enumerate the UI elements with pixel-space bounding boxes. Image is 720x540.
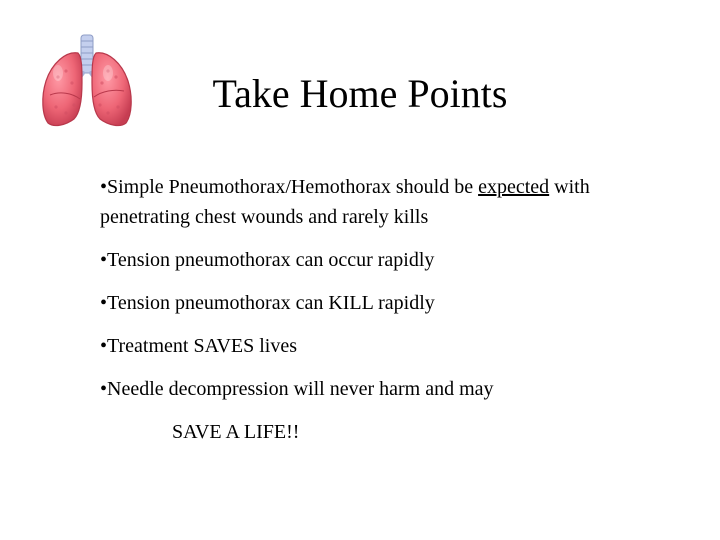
- lungs-icon: [36, 33, 138, 129]
- bullet-continuation: SAVE A LIFE!!: [172, 421, 300, 443]
- bullet-item: [100, 172, 660, 232]
- emphasized-word: expected: [478, 176, 550, 198]
- bullet-item: •Tension pneumothorax can occur rapidly: [100, 249, 435, 271]
- bullet-text: •Simple Pneumothorax/Hemothorax should be: [100, 176, 479, 198]
- bullet-item: •Tension pneumothorax can KILL rapidly: [100, 292, 435, 314]
- bullet-list: [100, 172, 660, 460]
- bullet-text: with penetrating chest wounds and rarely kills: [100, 176, 590, 228]
- left-lung: [43, 53, 82, 126]
- bullet-item: •Needle decompression will never harm and may: [100, 378, 494, 400]
- slide-title: Take Home Points: [212, 71, 508, 116]
- bullet-item: •Treatment SAVES lives: [100, 335, 298, 357]
- right-lung: [92, 53, 131, 126]
